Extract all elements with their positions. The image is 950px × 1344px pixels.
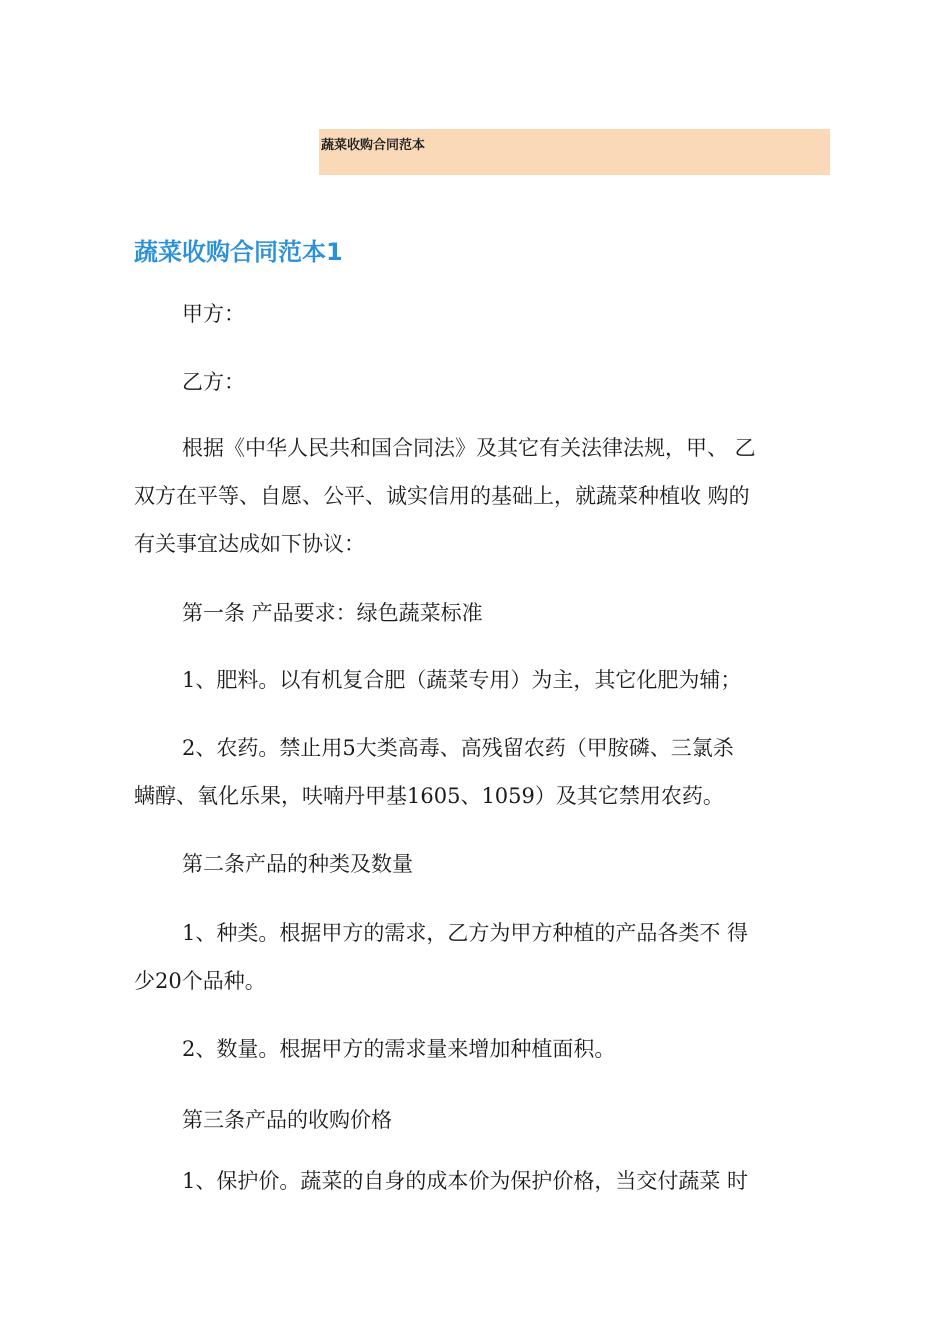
article-1-item-1-text: 1、肥料。以有机复合肥（蔬菜专用）为主，其它化肥为辅；: [182, 668, 742, 692]
article-2-item-1: [134, 909, 828, 1005]
article-1-heading: [134, 589, 828, 637]
article-3-heading: [134, 1096, 828, 1144]
party-b-line: [134, 358, 828, 406]
article-3-item-1-line-1: 1、保护价。蔬菜的自身的成本价为保护价格，当交付蔬菜 时: [182, 1169, 749, 1193]
article-2-item-2-text: 2、数量。根据甲方的需求量来增加种植面积。: [182, 1037, 616, 1061]
article-2-item-1-line-2: 少20个品种。: [134, 969, 266, 993]
party-a-label: 甲方：: [182, 302, 245, 326]
article-1-item-2-line-1: 2、农药。禁止用5大类高毒、高残留农药（甲胺磷、三氯杀: [182, 736, 734, 760]
intro-paragraph: [134, 424, 828, 568]
document-title: 蔬菜收购合同范本1: [134, 238, 343, 266]
party-b-label: 乙方：: [182, 370, 245, 394]
article-1-item-2: [134, 724, 828, 820]
party-a-line: [134, 290, 828, 338]
intro-line-3: 有关事宜达成如下协议：: [134, 532, 365, 556]
header-band: [319, 129, 830, 175]
article-2-item-1-line-1: 1、种类。根据甲方的需求，乙方为甲方种植的产品各类不 得: [182, 921, 749, 945]
intro-line-2: 双方在平等、自愿、公平、诚实信用的基础上，就蔬菜种植收 购的: [134, 484, 750, 508]
intro-line-1: 根据《中华人民共和国合同法》及其它有关法律法规，甲、 乙: [182, 436, 756, 460]
article-2-heading: [134, 840, 828, 888]
running-header: 蔬菜收购合同范本: [321, 138, 426, 153]
article-3-item-1: [134, 1157, 828, 1205]
article-2-title: 第二条产品的种类及数量: [182, 852, 413, 876]
article-2-item-2: [134, 1025, 828, 1073]
article-1-title: 第一条 产品要求：绿色蔬菜标准: [182, 601, 483, 625]
article-1-item-2-line-2: 螨醇、氧化乐果，呋喃丹甲基1605、1059）及其它禁用农药。: [134, 784, 724, 808]
article-3-title: 第三条产品的收购价格: [182, 1108, 392, 1132]
article-1-item-1: [134, 656, 828, 704]
